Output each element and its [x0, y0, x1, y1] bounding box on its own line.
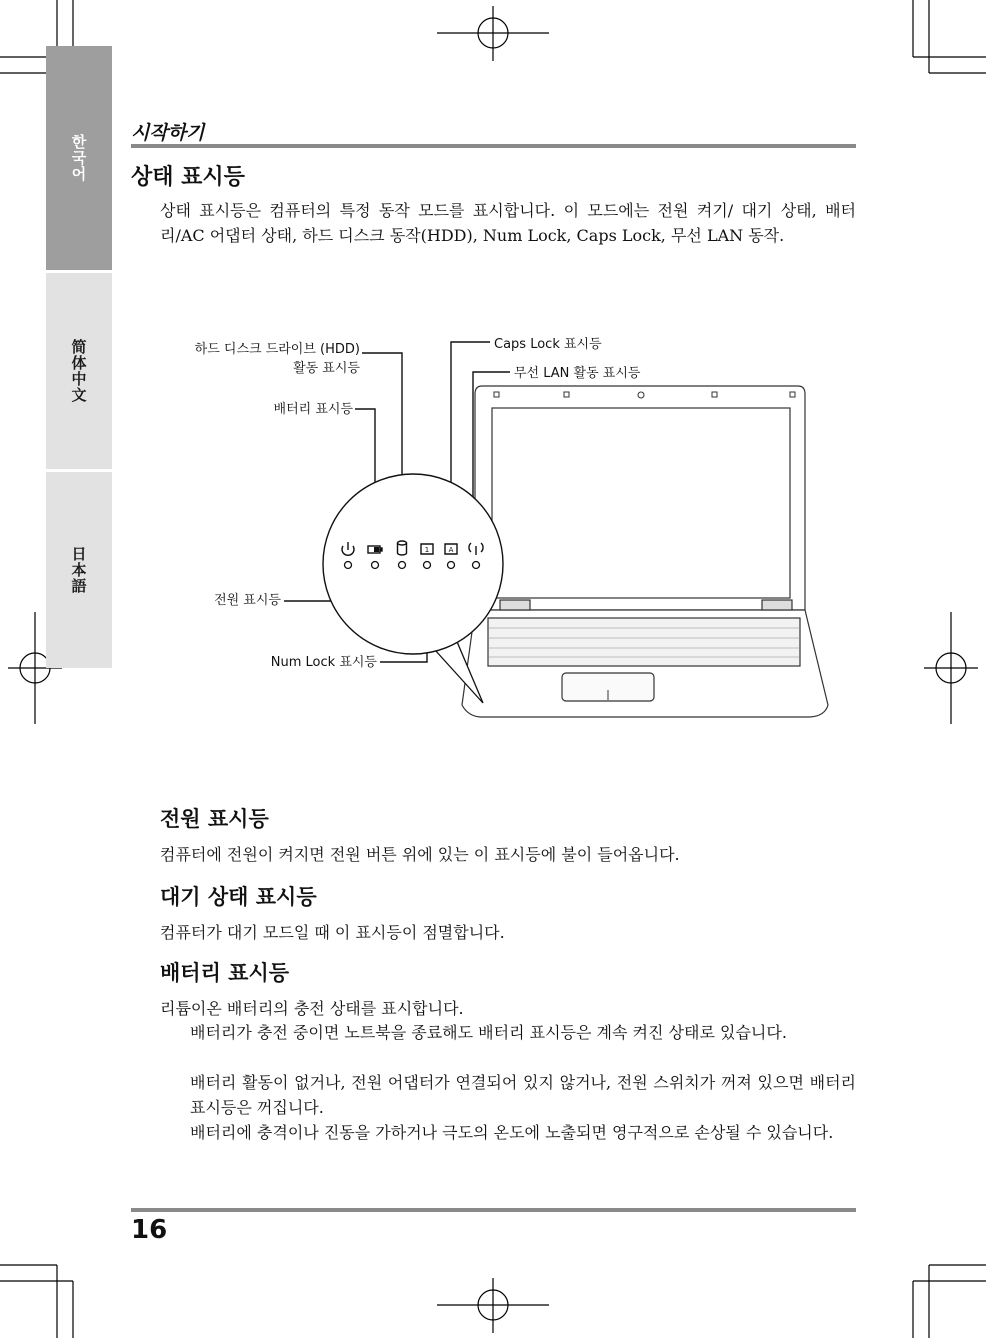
- laptop-display: [492, 408, 790, 598]
- battery-note-2: 배터리 활동이 없거나, 전원 어댑터가 연결되어 있지 않거나, 전원 스위치가 꺼져 있으면 배터리 표시등은 꺼집니다.: [190, 1073, 856, 1117]
- power-indicator-text: 컴퓨터에 전원이 켜지면 전원 버튼 위에 있는 이 표시등에 불이 들어옵니다.: [160, 845, 680, 864]
- page-title: 상태 표시등: [131, 165, 245, 190]
- label-hdd-line1: 하드 디스크 드라이브 (HDD): [194, 342, 360, 357]
- laptop-keyboard: [488, 618, 800, 666]
- standby-indicator-heading: 대기 상태 표시등: [160, 885, 317, 909]
- power-indicator-heading: 전원 표시등: [160, 807, 269, 831]
- tab-chinese-label: 简体中文: [69, 339, 88, 403]
- tab-japanese[interactable]: [46, 472, 112, 668]
- label-capslock: Caps Lock 표시등: [494, 337, 602, 352]
- battery-note-1: 배터리가 충전 중이면 노트북을 종료해도 배터리 표시등은 계속 켜진 상태로 있습니다.: [190, 1023, 787, 1042]
- status-indicator-figure: [150, 320, 850, 730]
- capslock-led: [448, 562, 455, 569]
- label-wlan: 무선 LAN 활동 표시등: [514, 366, 641, 381]
- battery-indicator-heading: 배터리 표시등: [160, 961, 290, 985]
- svg-text:1: 1: [424, 546, 430, 554]
- wlan-led: [473, 562, 480, 569]
- battery-note-3: 배터리에 충격이나 진동을 가하거나 극도의 온도에 노출되면 영구적으로 손상될 수 있습니다.: [190, 1123, 834, 1142]
- power-led: [345, 562, 352, 569]
- battery-indicator-text: 리튬이온 배터리의 충전 상태를 표시합니다.: [160, 999, 464, 1018]
- header-rule: [131, 144, 856, 148]
- section-header: 시작하기: [131, 122, 205, 144]
- svg-text:A: A: [448, 546, 454, 554]
- intro-paragraph: 상태 표시등은 컴퓨터의 특정 동작 모드를 표시합니다. 이 모드에는 전원 켜기/ 대기 상태, 배터리/AC 어댑터 상태, 하드 디스크 동작(HDD), Num Lock, Caps Lock, 무선 LAN 동작.: [160, 201, 856, 245]
- label-power: 전원 표시등: [214, 593, 281, 608]
- standby-indicator-text: 컴퓨터가 대기 모드일 때 이 표시등이 점멸합니다.: [160, 923, 505, 942]
- tab-korean[interactable]: [46, 46, 112, 270]
- tab-japanese-label: 日本語: [69, 546, 88, 594]
- tab-chinese[interactable]: [46, 273, 112, 469]
- label-hdd-line2: 활동 표시등: [293, 361, 360, 376]
- hdd-led: [399, 562, 406, 569]
- page-number: 16: [131, 1215, 168, 1245]
- tab-korean-label: 한국어: [69, 134, 88, 182]
- battery-led: [372, 562, 379, 569]
- label-numlock: Num Lock 표시등: [270, 655, 377, 670]
- label-battery: 배터리 표시등: [273, 402, 353, 417]
- numlock-led: [424, 562, 431, 569]
- footer-rule: [131, 1208, 856, 1212]
